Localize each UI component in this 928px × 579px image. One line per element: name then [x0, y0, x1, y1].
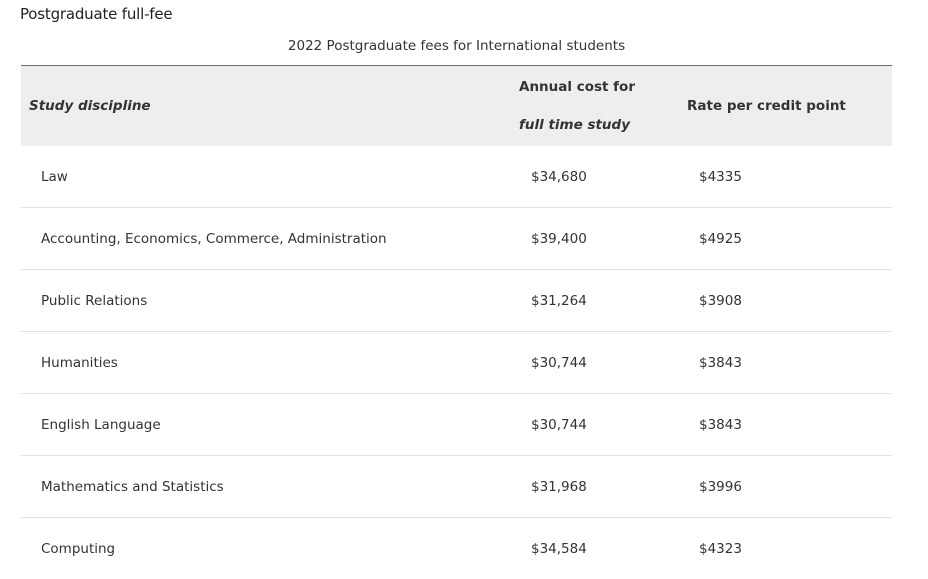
cell-rate: $4925	[687, 208, 892, 270]
table-row	[21, 146, 892, 208]
header-annual-cost-line2: full time study	[519, 117, 687, 133]
cell-annual-cost: $39,400	[519, 208, 687, 270]
cell-discipline: English Language	[21, 394, 519, 456]
table-row	[21, 332, 892, 394]
header-study-discipline: Study discipline	[21, 66, 519, 147]
cell-discipline: Mathematics and Statistics	[21, 456, 519, 518]
cell-rate: $4323	[687, 518, 892, 579]
table-row	[21, 518, 892, 579]
cell-rate: $4335	[687, 146, 892, 208]
cell-discipline: Public Relations	[21, 270, 519, 332]
cell-rate: $3843	[687, 332, 892, 394]
cell-annual-cost: $31,264	[519, 270, 687, 332]
section-heading: Postgraduate full-fee	[20, 5, 172, 23]
table-row	[21, 270, 892, 332]
table-row	[21, 394, 892, 456]
cell-discipline: Humanities	[21, 332, 519, 394]
header-annual-cost	[519, 66, 687, 147]
cell-discipline: Accounting, Economics, Commerce, Administration	[21, 208, 519, 270]
table-caption: 2022 Postgraduate fees for International students	[21, 38, 892, 54]
cell-annual-cost: $34,680	[519, 146, 687, 208]
fees-table	[21, 65, 892, 579]
cell-discipline: Computing	[21, 518, 519, 579]
table-row	[21, 208, 892, 270]
cell-rate: $3843	[687, 394, 892, 456]
table-header-row	[21, 66, 892, 147]
cell-discipline: Law	[21, 146, 519, 208]
cell-annual-cost: $30,744	[519, 394, 687, 456]
cell-rate: $3996	[687, 456, 892, 518]
cell-annual-cost: $30,744	[519, 332, 687, 394]
table-row	[21, 456, 892, 518]
cell-annual-cost: $34,584	[519, 518, 687, 579]
cell-rate: $3908	[687, 270, 892, 332]
cell-annual-cost: $31,968	[519, 456, 687, 518]
header-annual-cost-line1: Annual cost for	[519, 79, 687, 95]
header-rate-per-credit-point: Rate per credit point	[687, 66, 892, 147]
